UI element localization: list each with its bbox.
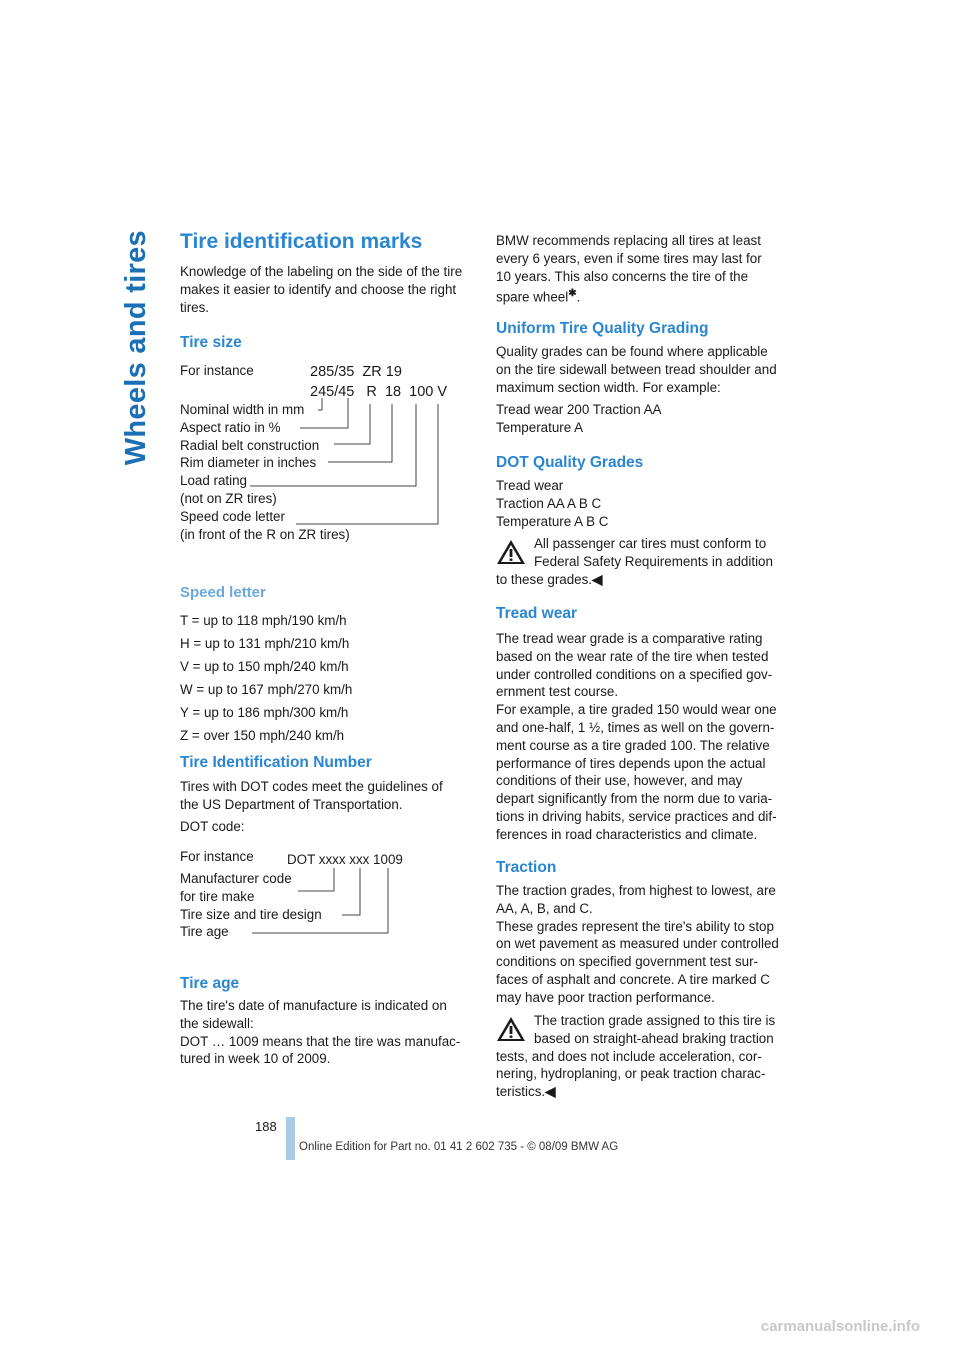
speed-letter-list [180, 609, 352, 747]
leader-line-rim [328, 404, 392, 462]
legend-aspect-ratio: Aspect ratio in % [180, 419, 281, 435]
text-line: performance of tires depends upon the actual [496, 755, 766, 771]
tire-size-heading: Tire size [180, 334, 242, 351]
dot-quality-warning [496, 535, 796, 588]
leader-line-speed [296, 404, 438, 524]
text-line: ment course as a tire graded 100. The relative [496, 737, 770, 753]
dot-for-instance: For instance [180, 849, 254, 864]
speed-letter-heading: Speed letter [180, 584, 266, 601]
legend-nominal-width: Nominal width in mm [180, 402, 305, 417]
tire-size-code-r: 245/45 R 18 100 V [310, 384, 448, 400]
text-line: based on the wear rate of the tire when tested [496, 648, 769, 664]
watermark: carmanualsonline.info [760, 1318, 920, 1335]
warning-last-line: teristics. [496, 1084, 546, 1100]
warning-last-line: to these grades. [496, 571, 593, 587]
legend-load-rating-note: (not on ZR tires) [180, 490, 277, 506]
leader-line-size [342, 868, 360, 915]
text-line: All passenger car tires must conform to [534, 536, 767, 551]
spare-wheel-text: spare wheel [496, 289, 569, 305]
list-item: W = up to 167 mph/270 km/h [180, 682, 353, 697]
text-line: ferences in road characteristics and climate. [496, 826, 758, 842]
leader-line-radial [334, 404, 370, 444]
dot-quality-heading: DOT Quality Grades [496, 454, 644, 471]
text-line: BMW recommends replacing all tires at least [496, 233, 761, 248]
legend-size-design: Tire size and tire design [180, 906, 322, 922]
legend-load-rating: Load rating [180, 473, 248, 489]
utqg-example [496, 401, 662, 437]
text-line: Traction AA A B C [496, 495, 602, 511]
text-line: For example, a tire graded 150 would wear one [496, 702, 777, 718]
text-line: may have poor traction performance. [496, 989, 715, 1005]
text-line: and one-half, 1 ½, times as well on the govern- [496, 719, 775, 735]
text-line: the sidewall: [180, 1015, 254, 1031]
text-line: tions in driving habits, service practices and dif- [496, 808, 777, 824]
text-line [496, 571, 796, 589]
page-number: 188 [255, 1119, 277, 1134]
traction-heading: Traction [496, 859, 557, 876]
text-line: on the tire sidewall between tread shoulder and [496, 361, 777, 377]
text-line: conditions of their use, however, and may [496, 773, 743, 789]
tire-size-for-instance: For instance [180, 363, 254, 378]
text-line: tured in week 10 of 2009. [180, 1051, 331, 1067]
text-line: These grades represent the tire's ability to stop [496, 918, 774, 934]
option-asterisk-icon: ✱ [568, 288, 577, 300]
traction-warning [496, 1012, 796, 1101]
utqg-paragraph [496, 343, 777, 396]
legend-tire-age: Tire age [180, 924, 229, 940]
text-line: conditions on specified government test sur- [496, 954, 759, 970]
text-line: Quality grades can be found where applicable [496, 344, 768, 359]
text-line: under controlled conditions on a specified gov- [496, 666, 773, 682]
text-line: tests, and does not include acceleration, cor- [496, 1048, 762, 1064]
text-line: every 6 years, even if some tires may last for [496, 250, 762, 266]
text-line: the US Department of Transportation. [180, 796, 403, 812]
text-line: Tires with DOT codes meet the guidelines of [180, 779, 443, 794]
tire-age-heading: Tire age [180, 975, 240, 992]
dot-code-example: DOT xxxx xxx 1009 [287, 852, 403, 867]
chapter-side-tab: Wheels and tires [120, 230, 152, 466]
legend-rim-diameter: Rim diameter in inches [180, 455, 317, 471]
text-line: based on straight-ahead braking traction [534, 1030, 774, 1046]
dot-code-label: DOT code: [180, 819, 245, 834]
text-line [496, 1083, 796, 1101]
list-item: H = up to 131 mph/210 km/h [180, 636, 350, 651]
text-line: The traction grade assigned to this tire is [534, 1013, 776, 1028]
text-line: 10 years. This also concerns the tire of the [496, 268, 749, 284]
text-line: Federal Safety Requirements in addition [534, 553, 773, 569]
footer-accent-bar [286, 1117, 295, 1160]
utqg-heading: Uniform Tire Quality Grading [496, 320, 709, 337]
text-line: Temperature A [496, 419, 584, 435]
text-line: makes it easier to identify and choose the right [180, 281, 457, 297]
list-item: Z = over 150 mph/240 km/h [180, 728, 345, 743]
tread-wear-heading: Tread wear [496, 605, 577, 622]
text-line: The traction grades, from highest to lowest, are [496, 883, 776, 898]
text-line: The tire's date of manufacture is indicated on [180, 998, 447, 1013]
page-title: Tire identification marks [180, 230, 423, 253]
text-line: Knowledge of the labeling on the side of the tire [180, 264, 463, 279]
list-item: T = up to 118 mph/190 km/h [180, 613, 347, 628]
tin-heading: Tire Identification Number [180, 754, 372, 771]
text-line: AA, A, B, and C. [496, 900, 593, 916]
text-line: depart significantly from the norm due to varia- [496, 791, 773, 807]
edition-footer: Online Edition for Part no. 01 41 2 602 735 - © 08/09 BMW AG [299, 1141, 619, 1153]
tread-wear-paragraph [496, 630, 777, 844]
text-line: spare wheel✱. [496, 288, 581, 305]
legend-speed-code-note: (in front of the R on ZR tires) [180, 526, 350, 542]
text-line: Tread wear 200 Traction AA [496, 402, 662, 417]
list-item: Y = up to 186 mph/300 km/h [180, 705, 349, 720]
text-line: tires. [180, 299, 210, 315]
text-line: faces of asphalt and concrete. A tire marked C [496, 971, 770, 987]
legend-radial-belt: Radial belt construction [180, 437, 320, 453]
legend-manufacturer-note: for tire make [180, 888, 255, 904]
leader-line-load [250, 404, 416, 486]
list-item: V = up to 150 mph/240 km/h [180, 659, 349, 674]
text-line: ernment test course. [496, 684, 619, 700]
legend-speed-code: Speed code letter [180, 508, 285, 524]
text-line: The tread wear grade is a comparative rating [496, 631, 763, 646]
end-marker-icon: ◀ [545, 1084, 556, 1100]
text-line: DOT … 1009 means that the tire was manufac- [180, 1033, 461, 1049]
tin-paragraph [180, 778, 443, 814]
leader-line-aspect [300, 398, 348, 428]
legend-manufacturer: Manufacturer code [180, 871, 292, 886]
leader-line-width [318, 398, 322, 410]
traction-paragraph [496, 882, 779, 1007]
dot-legend [180, 870, 322, 941]
replacement-paragraph [496, 232, 762, 307]
tire-age-paragraph [180, 997, 460, 1068]
text-line: Tread wear [496, 478, 564, 493]
end-marker-icon: ◀ [592, 571, 603, 587]
dot-quality-list [496, 477, 608, 530]
text-line: Temperature A B C [496, 513, 609, 529]
text-line: nering, hydroplaning, or peak traction charac- [496, 1066, 766, 1082]
tire-size-code-zr: 285/35 ZR 19 [310, 364, 402, 380]
text-line: on wet pavement as measured under controlled [496, 936, 779, 952]
text-line: maximum section width. For example: [496, 379, 721, 395]
